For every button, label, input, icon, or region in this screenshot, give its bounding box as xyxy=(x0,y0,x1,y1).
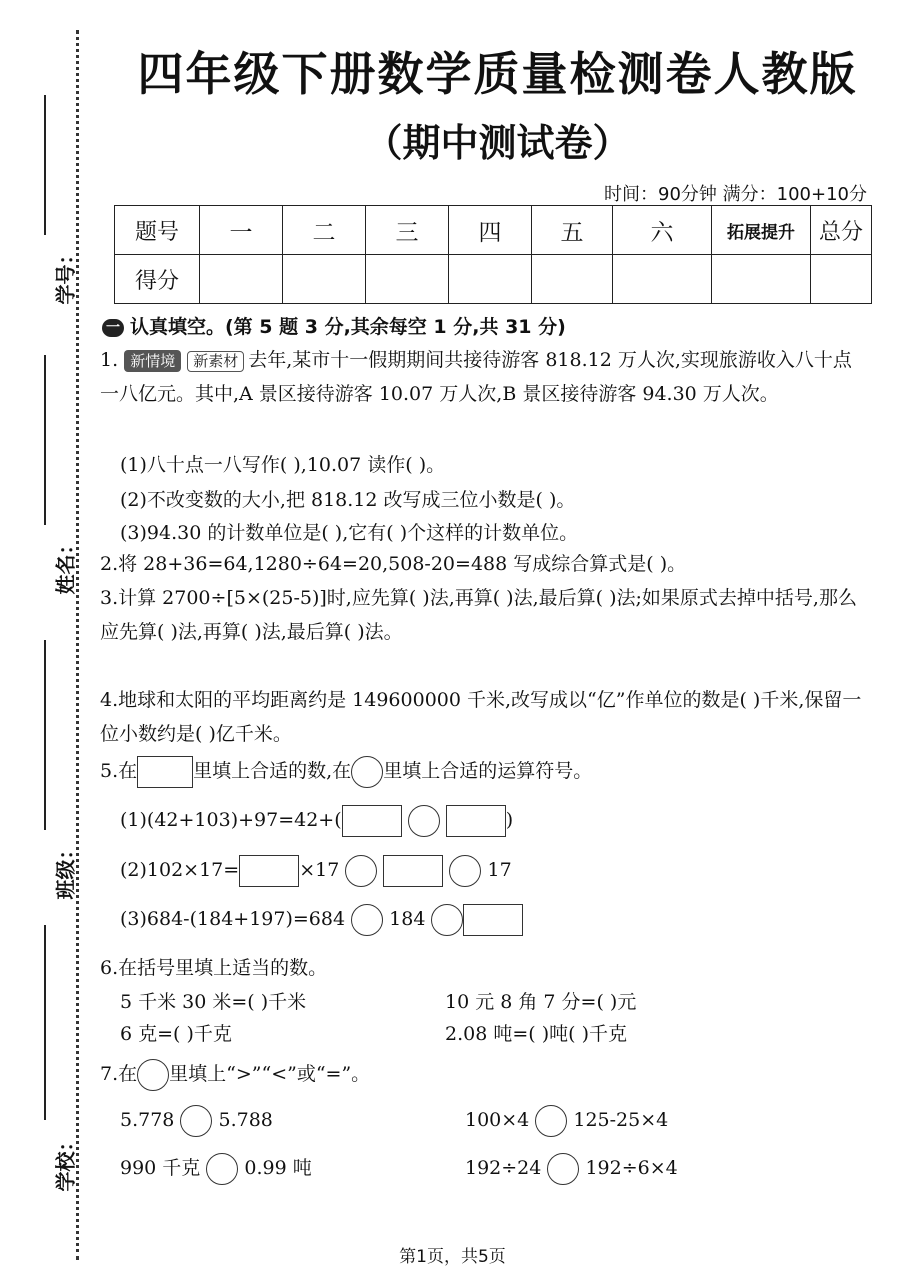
equation-text: (2)102×17= xyxy=(120,859,240,881)
score-input-cell[interactable] xyxy=(449,255,532,304)
student-number-field xyxy=(18,95,78,305)
school-line xyxy=(44,925,46,1120)
equation-text: ) xyxy=(505,809,514,831)
new-material-tag: 新素材 xyxy=(187,351,244,372)
question-number: 1. xyxy=(100,349,119,371)
compare-left: 5.778 xyxy=(120,1109,175,1131)
compare-circle[interactable] xyxy=(535,1105,567,1137)
name-line xyxy=(44,355,46,525)
page-title: 四年级下册数学质量检测卷人教版 xyxy=(137,47,858,101)
school-label: 学校： xyxy=(53,1131,78,1192)
score-input-cell[interactable] xyxy=(613,255,712,304)
answer-box[interactable] xyxy=(239,855,299,887)
name-field xyxy=(18,355,78,595)
school-field xyxy=(18,925,78,1192)
question-7 xyxy=(100,1059,370,1091)
question-text: 去年,某市十一假期期间共接待游客 818.12 万人次,实现旅游收入八十点一八亿元。其中,A 景区接待游客 10.07 万人次,B 景区接待游客 94.30 万人次。 xyxy=(100,349,852,405)
question-1-part-3[interactable]: (3)94.30 的计数单位是( ),它有( )个这样的计数单位。 xyxy=(120,522,579,544)
compare-circle[interactable] xyxy=(206,1153,238,1185)
compare-right: 192÷6×4 xyxy=(585,1157,678,1179)
question-2[interactable]: 2.将 28+36=64,1280÷64=20,508-20=488 写成综合算式是( )。 xyxy=(100,553,687,575)
question-6-b[interactable]: 10 元 8 角 7 分=( )元 xyxy=(445,991,637,1013)
question-6-a[interactable]: 5 千米 30 米=( )千米 xyxy=(120,991,307,1013)
equation-text: (1)(42+103)+97=42+( xyxy=(120,809,342,831)
question-text: 里填上“>”“<”或“=”。 xyxy=(169,1063,371,1085)
score-cell: 一 xyxy=(200,206,283,255)
question-7-compare-4 xyxy=(465,1153,678,1185)
answer-box[interactable] xyxy=(446,805,506,837)
score-table-header-row xyxy=(115,206,872,255)
question-text: 5.在 xyxy=(100,760,138,782)
class-field xyxy=(18,640,78,900)
score-cell: 题号 xyxy=(115,206,200,255)
section-number-badge: 一 xyxy=(102,319,124,337)
operator-circle[interactable] xyxy=(351,904,383,936)
score-cell: 五 xyxy=(532,206,613,255)
question-1 xyxy=(100,343,865,411)
student-number-label: 学号： xyxy=(53,244,78,305)
section-heading xyxy=(102,312,566,339)
section-title: 认真填空。(第 5 题 3 分,其余每空 1 分,共 31 分) xyxy=(130,316,566,338)
student-number-line xyxy=(44,95,46,235)
question-1-part-1[interactable]: (1)八十点一八写作( ),10.07 读作( )。 xyxy=(120,454,446,476)
score-cell: 二 xyxy=(283,206,366,255)
operator-circle[interactable] xyxy=(345,855,377,887)
question-5-part-1 xyxy=(120,805,513,837)
equation-text: 17 xyxy=(487,859,512,881)
question-6: 6.在括号里填上适当的数。 xyxy=(100,957,328,979)
page-footer: 第1页，共5页 xyxy=(399,1247,506,1267)
answer-box[interactable] xyxy=(463,904,523,936)
new-context-tag: 新情境 xyxy=(124,350,181,372)
score-input-cell[interactable] xyxy=(283,255,366,304)
question-7-compare-2 xyxy=(465,1105,668,1137)
question-text: 里填上合适的数,在 xyxy=(193,760,352,782)
score-table-score-row xyxy=(115,255,872,304)
name-label: 姓名： xyxy=(53,534,78,595)
question-text: 里填上合适的运算符号。 xyxy=(383,760,593,782)
class-line xyxy=(44,640,46,830)
page-subtitle: （期中测试卷） xyxy=(364,121,631,165)
score-cell: 四 xyxy=(449,206,532,255)
operator-circle[interactable] xyxy=(408,805,440,837)
compare-left: 100×4 xyxy=(465,1109,530,1131)
answer-circle-icon xyxy=(351,756,383,788)
score-cell: 总分 xyxy=(811,206,872,255)
answer-circle-icon xyxy=(137,1059,169,1091)
equation-text: (3)684-(184+197)=684 xyxy=(120,908,346,930)
compare-left: 990 千克 xyxy=(120,1157,201,1179)
question-5-part-3 xyxy=(120,904,523,936)
answer-box[interactable] xyxy=(383,855,443,887)
compare-right: 5.788 xyxy=(218,1109,273,1131)
answer-box[interactable] xyxy=(342,805,402,837)
operator-circle[interactable] xyxy=(449,855,481,887)
compare-circle[interactable] xyxy=(547,1153,579,1185)
score-table xyxy=(114,205,872,304)
compare-circle[interactable] xyxy=(180,1105,212,1137)
score-input-cell[interactable] xyxy=(811,255,872,304)
equation-text: ×17 xyxy=(299,859,340,881)
question-1-part-2[interactable]: (2)不改变数的大小,把 818.12 改写成三位小数是( )。 xyxy=(120,489,576,511)
score-cell: 拓展提升 xyxy=(712,206,811,255)
score-input-cell[interactable] xyxy=(712,255,811,304)
compare-right: 0.99 吨 xyxy=(244,1157,312,1179)
question-text: 7.在 xyxy=(100,1063,138,1085)
equation-text: 184 xyxy=(389,908,426,930)
question-6-c[interactable]: 6 克=( )千克 xyxy=(120,1023,232,1045)
score-cell: 得分 xyxy=(115,255,200,304)
score-input-cell[interactable] xyxy=(366,255,449,304)
question-7-compare-3 xyxy=(120,1153,312,1185)
question-6-d[interactable]: 2.08 吨=( )吨( )千克 xyxy=(445,1023,627,1045)
question-5-part-2 xyxy=(120,855,512,887)
question-5 xyxy=(100,756,592,788)
compare-left: 192÷24 xyxy=(465,1157,542,1179)
question-7-compare-1 xyxy=(120,1105,273,1137)
score-cell: 三 xyxy=(366,206,449,255)
score-input-cell[interactable] xyxy=(532,255,613,304)
compare-right: 125-25×4 xyxy=(573,1109,669,1131)
operator-circle[interactable] xyxy=(431,904,463,936)
class-label: 班级： xyxy=(53,839,78,900)
score-input-cell[interactable] xyxy=(200,255,283,304)
exam-meta: 时间：90分钟 满分：100+10分 xyxy=(604,184,867,205)
answer-box-icon xyxy=(137,756,193,788)
question-4[interactable]: 4.地球和太阳的平均距离约是 149600000 千米,改写成以“亿”作单位的数是( )千米,保留一位小数约是( )亿千米。 xyxy=(100,689,862,745)
score-cell: 六 xyxy=(613,206,712,255)
question-3[interactable]: 3.计算 2700÷[5×(25-5)]时,应先算( )法,再算( )法,最后算( )法;如果原式去掉中括号,那么应先算( )法,再算( )法,最后算( )法。 xyxy=(100,587,857,643)
